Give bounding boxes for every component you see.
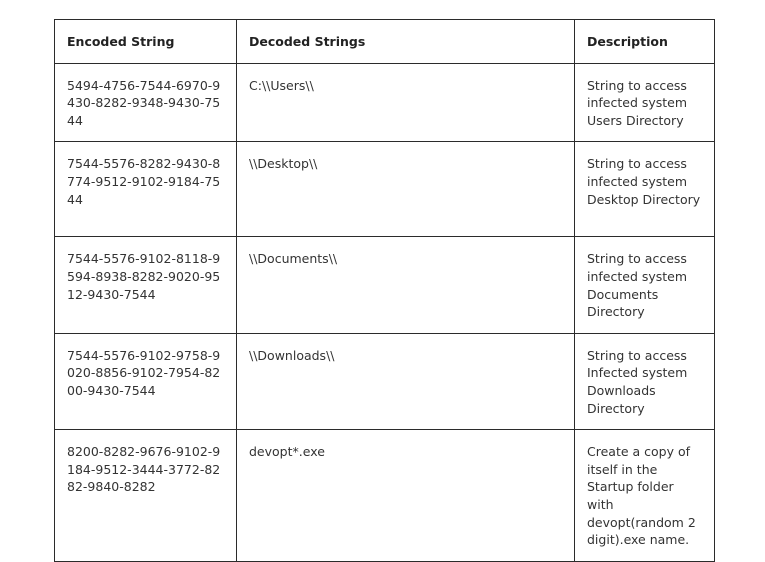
decoded-string-cell: \\Desktop\\ [237, 142, 575, 237]
table-row [55, 237, 715, 333]
decoded-string-cell: \\Documents\\ [237, 237, 575, 333]
encoded-string-cell: 7544-5576-8282-9430-8774-9512-9102-9184-7544 [55, 142, 237, 237]
encoded-string-cell: 5494-4756-7544-6970-9430-8282-9348-9430-7544 [55, 63, 237, 142]
description-cell: String to access infected system Users Directory [575, 63, 715, 142]
table-row [55, 333, 715, 429]
description-cell: String to access Infected system Downloads Directory [575, 333, 715, 429]
strings-table [54, 19, 715, 562]
table-row [55, 430, 715, 562]
header-decoded-strings: Decoded Strings [237, 20, 575, 64]
description-cell: String to access infected system Documents Directory [575, 237, 715, 333]
encoded-string-cell: 7544-5576-9102-9758-9020-8856-9102-7954-8200-9430-7544 [55, 333, 237, 429]
table-row [55, 142, 715, 237]
header-description: Description [575, 20, 715, 64]
decoded-string-cell: devopt*.exe [237, 430, 575, 562]
table-row [55, 63, 715, 142]
table-header-row [55, 20, 715, 64]
encoded-string-cell: 7544-5576-9102-8118-9594-8938-8282-9020-9512-9430-7544 [55, 237, 237, 333]
decoded-string-cell: C:\\Users\\ [237, 63, 575, 142]
description-cell: String to access infected system Desktop Directory [575, 142, 715, 237]
encoded-string-cell: 8200-8282-9676-9102-9184-9512-3444-3772-8282-9840-8282 [55, 430, 237, 562]
description-cell: Create a copy of itself in the Startup folder with devopt(random 2 digit).exe name. [575, 430, 715, 562]
decoded-string-cell: \\Downloads\\ [237, 333, 575, 429]
header-encoded-string: Encoded String [55, 20, 237, 64]
